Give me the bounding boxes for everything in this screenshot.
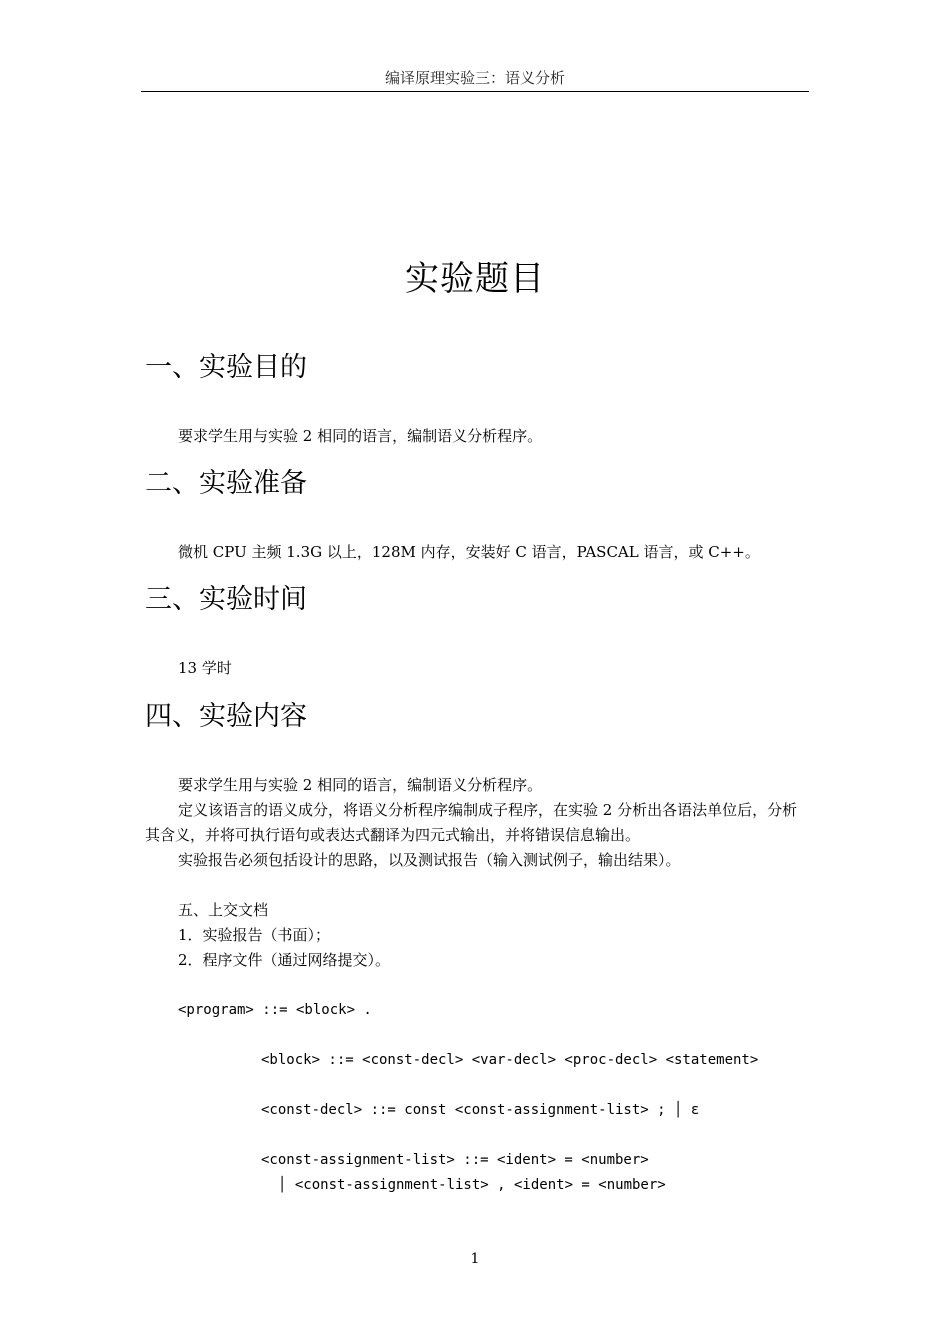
submission-item-report: 1．实验报告（书面）； (178, 926, 331, 944)
content-paragraph-1: 要求学生用与实验 2 相同的语言，编制语义分析程序。 (178, 776, 543, 794)
page-number: 1 (470, 1251, 480, 1267)
preparation-paragraph: 微机 CPU 主频 1.3G 以上，128M 内存，安装好 C 语言，PASCAL 语言，或 C++。 (178, 543, 760, 561)
grammar-rule-const-assignment-list-alt: │ <const-assignment-list> , <ident> = <number> (278, 1177, 666, 1193)
section-heading-duration: 三、实验时间 (145, 584, 307, 615)
section-heading-content: 四、实验内容 (145, 701, 307, 732)
submission-heading: 五、上交文档 (178, 901, 269, 919)
grammar-rule-const-assignment-list: <const-assignment-list> ::= <ident> = <number> (261, 1152, 649, 1168)
header-rule (141, 91, 809, 92)
document-title: 实验题目 (405, 259, 545, 299)
duration-paragraph: 13 学时 (178, 659, 232, 677)
purpose-paragraph: 要求学生用与实验 2 相同的语言，编制语义分析程序。 (178, 427, 543, 445)
section-heading-preparation: 二、实验准备 (145, 468, 307, 499)
grammar-rule-program: <program> ::= <block> . (178, 1002, 372, 1018)
submission-item-program: 2．程序文件（通过网络提交）。 (178, 951, 391, 969)
section-heading-purpose: 一、实验目的 (145, 352, 307, 383)
running-header: 编译原理实验三：语义分析 (384, 69, 565, 87)
content-paragraph-2: 定义该语言的语义成分，将语义分析程序编制成子程序，在实验 2 分析出各语法单位后，分析其含义，并将可执行语句或表达式翻译为四元式输出，并将错误信息输出。 (145, 801, 798, 844)
grammar-rule-block: <block> ::= <const-decl> <var-decl> <proc-decl> <statement> (261, 1052, 759, 1068)
grammar-rule-const-decl: <const-decl> ::= const <const-assignment-list> ; │ ε (261, 1102, 700, 1118)
content-paragraph-3: 实验报告必须包括设计的思路，以及测试报告（输入测试例子，输出结果）。 (178, 851, 681, 869)
